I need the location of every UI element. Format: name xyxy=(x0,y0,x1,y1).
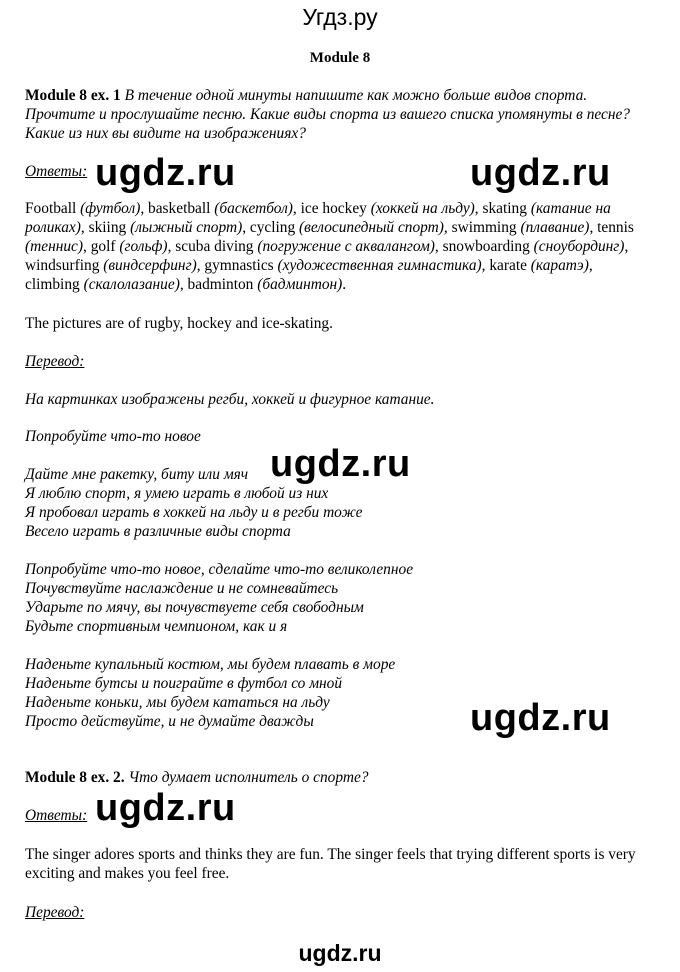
stanza-line: Ударьте по мячу, вы почувствуете себя свободным xyxy=(25,599,364,616)
sport-name-ru: (плавание) xyxy=(520,219,590,236)
sport-name-ru: (сноубординг) xyxy=(533,238,625,255)
song-title: Попробуйте что-то новое xyxy=(25,428,201,445)
ex2-answers-label: Ответы: xyxy=(25,807,88,824)
module-title: Module 8 xyxy=(309,50,371,66)
stanza-line: Дайте мне ракетку, биту или мяч xyxy=(25,466,249,483)
sport-name-en: , climbing xyxy=(25,257,593,293)
sport-name-ru: (бадминтон) xyxy=(257,276,343,293)
ex2-label: Module 8 ex. 2. xyxy=(25,769,125,786)
sport-name-ru: (баскетбол) xyxy=(214,200,293,217)
ex2-task xyxy=(25,768,645,787)
stanza-line: Наденьте бутсы и поиграйте в футбол со мной xyxy=(25,675,343,692)
stanza-line: Наденьте купальный костюм, мы будем плавать в море xyxy=(25,656,396,673)
sport-name-en: , skiing xyxy=(80,219,131,236)
sport-name-en: , scuba diving xyxy=(167,238,258,255)
stanza-line: Просто действуйте, и не думайте дважды xyxy=(25,713,314,730)
sport-name-ru: (лыжный спорт) xyxy=(130,219,243,236)
watermark: ugdz.ru xyxy=(270,443,411,485)
stanza-line: Наденьте коньки, мы будем кататься на льду xyxy=(25,694,330,711)
sport-name-en: , swimming xyxy=(443,219,521,236)
sport-name-en: , cycling xyxy=(242,219,300,236)
sports-list xyxy=(25,199,645,294)
sport-name-en: , gymnastics xyxy=(196,257,278,274)
sport-name-en: , basketball xyxy=(140,200,215,217)
ex2-translation-label: Перевод: xyxy=(25,904,85,921)
sport-name-ru: (погружение с аквалангом) xyxy=(257,238,435,255)
watermark: ugdz.ru xyxy=(470,697,611,739)
stanza-line: Я пробовал играть в хоккей на льду и в регби тоже xyxy=(25,504,363,521)
sport-name-ru: (скалолазание) xyxy=(83,276,180,293)
sport-name-en: , ice hockey xyxy=(292,200,371,217)
sport-name-en: , karate xyxy=(481,257,531,274)
ex2-answer: The singer adores sports and thinks they are fun. The singer feels that trying different sports is very exciting and makes you feel free. xyxy=(25,846,636,882)
sport-name-ru: (велосипедный спорт) xyxy=(299,219,444,236)
sport-name-ru: (каратэ) xyxy=(530,257,589,274)
stanza-line: Будьте спортивным чемпионом, как и я xyxy=(25,618,288,635)
sport-name-ru: (теннис) xyxy=(25,238,83,255)
watermark: ugdz.ru xyxy=(95,787,236,829)
sport-name-ru: (катание на роликах) xyxy=(25,200,611,236)
ex1-task-text: В течение одной минуты напишите как можно больше видов спорта. Прочтите и прослушайте песню. Какие виды спорта из вашего списка упомянуты в песне? Какие из них вы видите на изображениях? xyxy=(25,87,631,142)
ex1-label: Module 8 ex. 1 xyxy=(25,87,121,104)
stanza-line: Весело играть в различные виды спорта xyxy=(25,523,291,540)
ex1-answers-label: Ответы: xyxy=(25,163,88,180)
ex1-translation-label: Перевод: xyxy=(25,353,85,370)
sports-list-end: . xyxy=(342,276,347,293)
sport-name-ru: (художественная гимнастика) xyxy=(277,257,482,274)
sport-name-ru: (виндсерфинг) xyxy=(103,257,197,274)
sport-name-ru: (хоккей на льду) xyxy=(370,200,475,217)
site-title: Угдз.ру xyxy=(302,4,378,30)
pictures-sentence: The pictures are of rugby, hockey and ice-skating. xyxy=(25,315,333,332)
watermark: ugdz.ru xyxy=(95,152,236,194)
footer-watermark: ugdz.ru xyxy=(298,940,382,966)
ex1-task xyxy=(25,86,645,143)
sport-name-en: , snowboarding xyxy=(434,238,534,255)
translation-sentence: На картинках изображены регби, хоккей и фигурное катание. xyxy=(25,391,435,408)
sport-name-en: , windsurfing xyxy=(25,238,629,274)
stanza-line: Попробуйте что-то новое, сделайте что-то великолепное xyxy=(25,561,414,578)
stanza-line: Почувствуйте наслаждение и не сомневайтесь xyxy=(25,580,339,597)
stanza-line: Я люблю спорт, я умею играть в любой из них xyxy=(25,485,329,502)
sport-name-en: , golf xyxy=(83,238,120,255)
sport-name-en: , badminton xyxy=(179,276,258,293)
watermark: ugdz.ru xyxy=(470,152,611,194)
sport-name-ru: (футбол) xyxy=(80,200,141,217)
sport-name-en: , tennis xyxy=(589,219,634,236)
sport-name-en: , skating xyxy=(474,200,531,217)
sport-name-ru: (гольф) xyxy=(119,238,168,255)
sport-name-en: Football xyxy=(25,200,81,217)
ex2-task-text: Что думает исполнитель о спорте? xyxy=(128,769,369,786)
